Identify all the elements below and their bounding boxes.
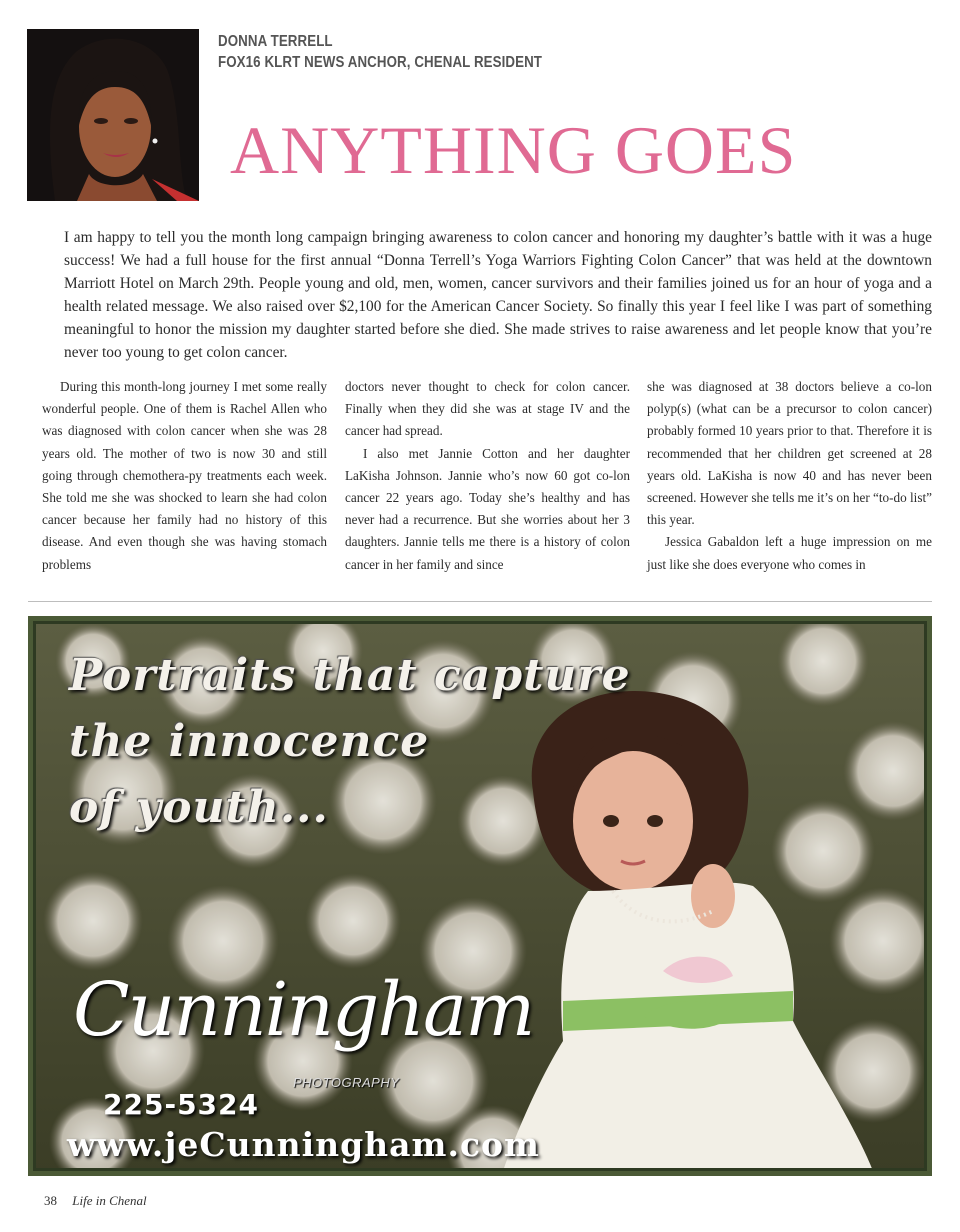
paragraph: During this month-long journey I met some really wonderful people. One of them is Rachel Allen who was diagnosed with colon cancer when she was 28 years old. The mother of two is now 30 and still going through chemothera-py treatments each week. She told me she was shocked to learn she had colon cancer because her family had no history of this disease. And even though she was having stomach problems: [42, 379, 327, 572]
section-divider: [28, 601, 932, 602]
photography-advertisement[interactable]: [28, 616, 932, 1176]
ad-website-link[interactable]: www.jeCunningham.com: [67, 1125, 540, 1164]
publication-name: Life in Chenal: [72, 1193, 147, 1208]
page-number: 38: [44, 1193, 57, 1208]
ad-headline-line: of youth...: [69, 782, 329, 833]
article-intro: I am happy to tell you the month long campaign bringing awareness to colon cancer and honoring my daughter’s battle with it was a huge success! We had a full house for the first annual “Donna Terrell’s Yoga Warriors Fighting Colon Cancer” that was held at the downtown Marriott Hotel on March 29th. People young and old, men, women, cancer survivors and their families joined us for an hour of yoga and a health related message. We also raised over $2,100 for the American Cancer Society. So finally this year I feel like I was part of something meaningful to honor the mission my daughter started before she died. She made strives to raise awareness and let people know that you’re never too young to get colon cancer.: [64, 229, 932, 361]
byline: [218, 31, 542, 73]
ad-phone-number[interactable]: 225-5324: [103, 1088, 259, 1121]
logo-subtitle: PHOTOGRAPHY: [293, 1075, 400, 1090]
cunningham-logo: Cunningham: [73, 967, 534, 1053]
article-title: ANYTHING GOES: [230, 112, 797, 188]
paragraph: I also met Jannie Cotton and her daughter LaKisha Johnson. Jannie who’s now 60 got co-lon cancer 22 years ago. Today she’s healthy and has never had a recurrence. But she worries about her 3 daughters. Jannie tells me there is a history of colon cancer in her family and since: [345, 445, 630, 572]
author-role: FOX16 KLRT NEWS ANCHOR, CHENAL RESIDENT: [218, 54, 543, 71]
author-name: DONNA TERRELL: [218, 33, 333, 50]
paragraph: doctors never thought to check for colon cancer. Finally when they did she was at stage IV and the cancer had spread.: [345, 379, 630, 439]
paragraph: she was diagnosed at 38 doctors believe a co-lon polyp(s) (what can be a precursor to colon cancer) probably formed 10 years prior to that. Therefore it is recommended that her children get screened at 28 years old. LaKisha is now 40 and has never been screened. However she tells me it’s on her “to-do list” this year.: [647, 379, 932, 528]
ad-headline-line: Portraits that capture: [69, 650, 631, 701]
article-column-2: [345, 376, 630, 576]
author-portrait: [27, 29, 199, 201]
page-footer: [44, 1193, 147, 1209]
ad-headline-line: the innocence: [69, 716, 430, 767]
ad-headline: [69, 643, 631, 841]
article-column-3: [647, 376, 932, 576]
paragraph: Jessica Gabaldon left a huge impression on me just like she does everyone who comes in: [647, 534, 932, 572]
article-column-1: [42, 376, 327, 576]
